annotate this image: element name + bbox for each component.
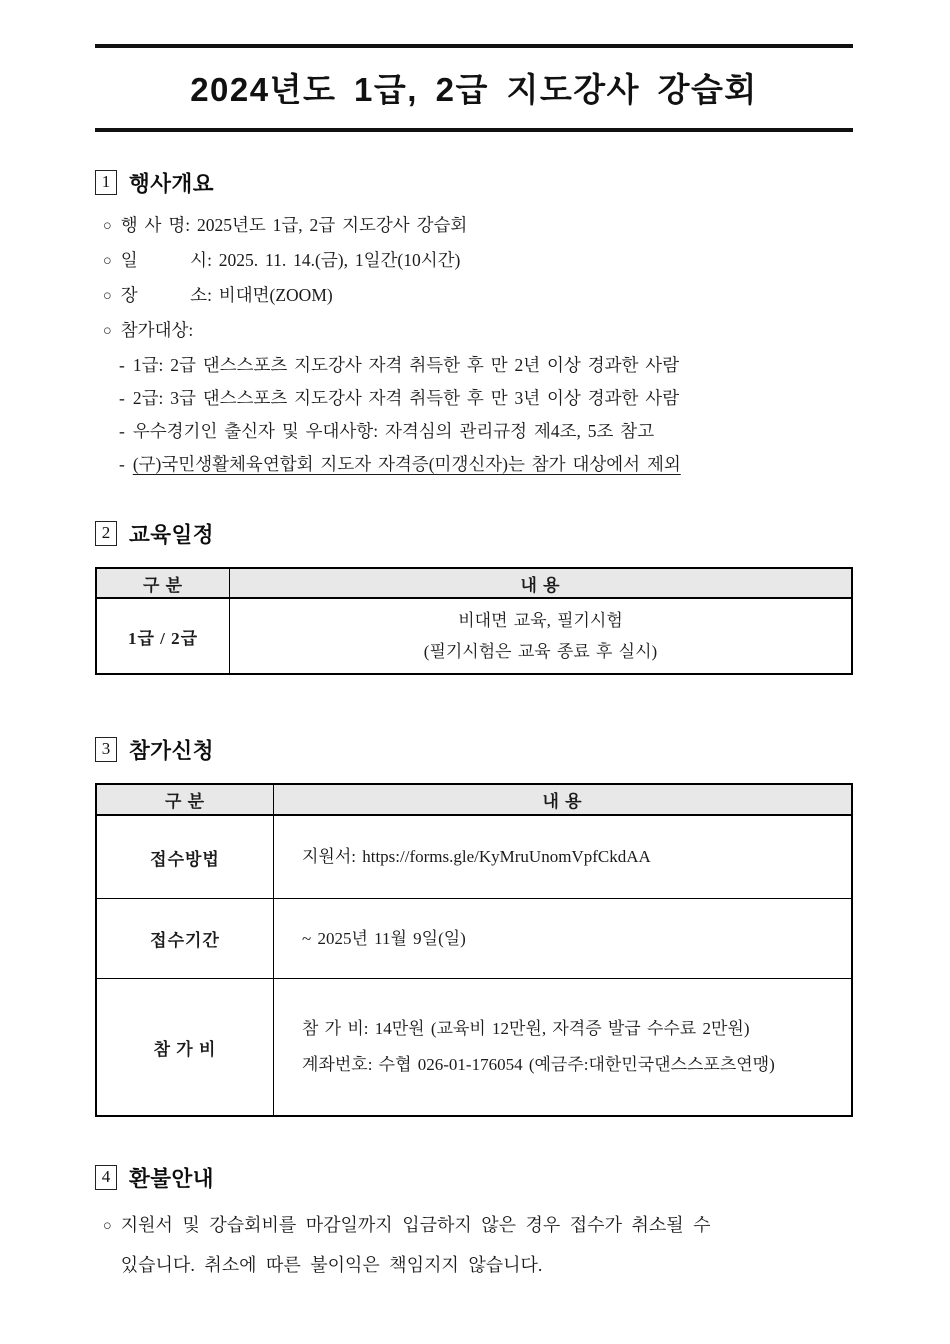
fee-amount-text: 참 가 비: 14만원 (교육비 12만원, 자격증 발급 수수료 2만원) <box>302 1019 750 1039</box>
dash-bullet-icon: - <box>119 355 125 376</box>
list-item-eligibility <box>95 314 853 349</box>
event-date-text: 일 시: 2025. 11. 14.(금), 1일간(10시간) <box>120 250 461 271</box>
refund-notice <box>95 1205 853 1285</box>
schedule-row-content <box>230 599 851 673</box>
application-period-label: 접수기간 <box>97 899 274 978</box>
section-2-title: 교육일정 <box>129 522 215 547</box>
application-method-content <box>274 816 851 898</box>
refund-line-2: 있습니다. 취소에 따른 불이익은 책임지지 않습니다. <box>120 1255 543 1276</box>
circle-bullet-icon: ○ <box>103 253 112 270</box>
section-application-heading <box>95 735 853 763</box>
section-3-number-box: 3 <box>95 737 117 762</box>
event-place-text: 장 소: 비대면(ZOOM) <box>120 285 333 306</box>
section-overview-heading <box>95 168 853 196</box>
application-row-period <box>97 899 851 979</box>
application-table-header-row <box>97 785 851 816</box>
dash-bullet-icon: - <box>119 421 125 442</box>
eligibility-label: 참가대상: <box>120 320 194 341</box>
application-header-content: 내 용 <box>542 792 583 812</box>
application-fee-content <box>274 979 851 1115</box>
application-deadline-text: ~ 2025년 11월 9일(일) <box>302 928 466 948</box>
application-method-label: 접수방법 <box>97 816 274 898</box>
event-name-text: 행 사 명: 2025년도 1급, 2급 지도강사 강습회 <box>120 215 468 236</box>
exclusion-note-text: (구)국민생활체육연합회 지도자 자격증(미갱신자)는 참가 대상에서 제외 <box>132 454 681 475</box>
document-title: 2024년도 1급, 2급 지도강사 강습회 <box>190 71 758 108</box>
circle-bullet-icon: ○ <box>103 323 112 340</box>
schedule-content-line1: 비대면 교육, 필기시험 <box>458 611 623 631</box>
overview-list <box>95 209 853 481</box>
application-url: 지원서: https://forms.gle/KyMruUnomVpfCkdAA <box>302 847 651 867</box>
refund-line-1: 지원서 및 강습회비를 마감일까지 입금하지 않은 경우 접수가 취소될 수 <box>120 1215 711 1236</box>
schedule-content-line2: (필기시험은 교육 종료 후 실시) <box>423 642 658 662</box>
section-1-title: 행사개요 <box>129 171 215 196</box>
application-period-content <box>274 899 851 978</box>
list-item-event-date <box>95 244 853 279</box>
section-schedule-heading <box>95 519 853 547</box>
grade1-requirement-text: 1급: 2급 댄스스포츠 지도강사 자격 취득한 후 만 2년 이상 경과한 사람 <box>132 355 680 376</box>
application-row-fee <box>97 979 851 1115</box>
application-fee-label: 참 가 비 <box>97 979 274 1115</box>
section-2-number-box: 2 <box>95 521 117 546</box>
grade2-requirement-text: 2급: 3급 댄스스포츠 지도강사 자격 취득한 후 만 3년 이상 경과한 사람 <box>132 388 680 409</box>
title-block <box>95 44 853 132</box>
schedule-table-row <box>97 599 851 673</box>
circle-bullet-icon: ○ <box>103 288 112 305</box>
schedule-header-content: 내 용 <box>520 575 561 595</box>
list-item-event-place <box>95 279 853 314</box>
sub-item-exclusion <box>95 448 853 481</box>
list-item-event-name <box>95 209 853 244</box>
sub-item-preference <box>95 415 853 448</box>
dash-bullet-icon: - <box>119 454 125 475</box>
schedule-table <box>95 567 853 675</box>
schedule-row-label: 1급 / 2급 <box>97 599 230 673</box>
application-header-category: 구 분 <box>97 785 274 814</box>
sub-item-grade2 <box>95 382 853 415</box>
sub-item-grade1 <box>95 349 853 382</box>
dash-bullet-icon: - <box>119 388 125 409</box>
schedule-table-header-row <box>97 569 851 599</box>
schedule-header-category: 구 분 <box>97 569 230 597</box>
section-4-title: 환불안내 <box>129 1166 215 1191</box>
section-refund-heading <box>95 1163 853 1191</box>
preference-rule-text: 우수경기인 출신자 및 우대사항: 자격심의 관리규정 제4조, 5조 참고 <box>132 421 655 442</box>
application-table <box>95 783 853 1117</box>
section-1-number-box: 1 <box>95 170 117 195</box>
title-bottom-rule <box>95 128 853 132</box>
application-row-method <box>97 816 851 899</box>
refund-notice-text <box>121 1205 711 1285</box>
section-3-title: 참가신청 <box>129 738 215 763</box>
circle-bullet-icon: ○ <box>103 1218 112 1235</box>
bank-account-text: 계좌번호: 수협 026-01-176054 (예금주:대한민국댄스스포츠연맹) <box>302 1055 775 1075</box>
circle-bullet-icon: ○ <box>103 218 112 235</box>
section-4-number-box: 4 <box>95 1165 117 1190</box>
